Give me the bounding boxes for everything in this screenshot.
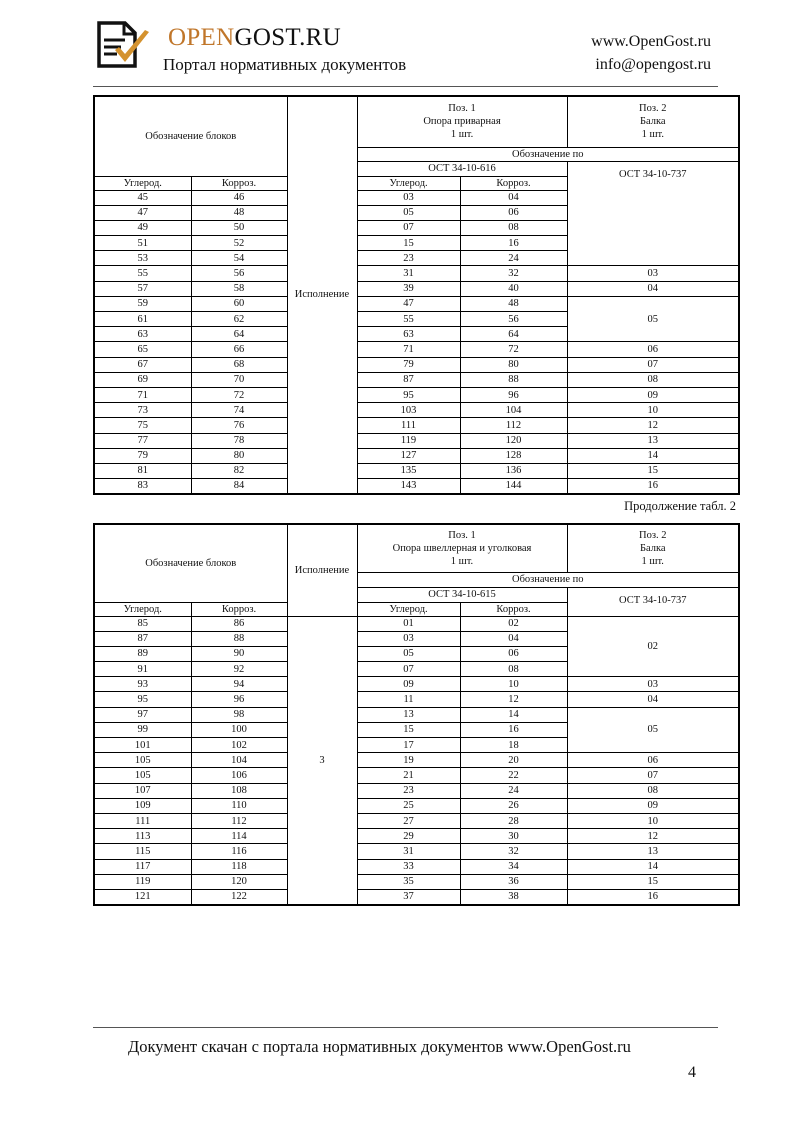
- block-carbon: 77: [94, 433, 191, 448]
- block-carbon: 83: [94, 479, 191, 494]
- block-corrosion: 62: [191, 312, 287, 327]
- pos2-value: 04: [567, 281, 739, 296]
- pos1-corrosion: 30: [460, 829, 567, 844]
- pos1-corrosion: 136: [460, 463, 567, 478]
- pos2-value: 05: [567, 296, 739, 342]
- block-carbon: 75: [94, 418, 191, 433]
- pos1-corrosion: 24: [460, 783, 567, 798]
- pos2-value: 13: [567, 433, 739, 448]
- header-execution: Исполнение: [287, 524, 357, 616]
- pos1-carbon: 87: [357, 372, 460, 387]
- block-carbon: 65: [94, 342, 191, 357]
- block-carbon: 45: [94, 190, 191, 205]
- pos1-carbon: 33: [357, 859, 460, 874]
- pos1-corrosion: 88: [460, 372, 567, 387]
- pos1-carbon: 07: [357, 662, 460, 677]
- block-carbon: 57: [94, 281, 191, 296]
- pos1-carbon: 103: [357, 403, 460, 418]
- pos1-corrosion: 16: [460, 236, 567, 251]
- table-row: [94, 768, 739, 783]
- pos1-carbon: 01: [357, 616, 460, 631]
- block-carbon: 81: [94, 463, 191, 478]
- table-row: [94, 357, 739, 372]
- pos1-carbon: 119: [357, 433, 460, 448]
- pos2-value: 16: [567, 479, 739, 494]
- pos2-value: 13: [567, 844, 739, 859]
- pos1-carbon: 05: [357, 646, 460, 661]
- pos1-carbon: 27: [357, 813, 460, 828]
- pos1-corrosion: 20: [460, 753, 567, 768]
- table-row: [94, 753, 739, 768]
- pos2-value: 15: [567, 874, 739, 889]
- footer-text: Документ скачан с портала нормативных документов www.OpenGost.ru: [128, 1037, 631, 1056]
- pos1-corrosion: 80: [460, 357, 567, 372]
- block-carbon: 121: [94, 889, 191, 904]
- pos1-carbon: 127: [357, 448, 460, 463]
- block-corrosion: 106: [191, 768, 287, 783]
- header-divider: [93, 86, 718, 87]
- table-row: [94, 829, 739, 844]
- block-carbon: 89: [94, 646, 191, 661]
- pos1-corrosion: 22: [460, 768, 567, 783]
- block-carbon: 115: [94, 844, 191, 859]
- block-corrosion: 102: [191, 738, 287, 753]
- block-carbon: 67: [94, 357, 191, 372]
- pos1-corrosion: 06: [460, 646, 567, 661]
- site-link[interactable]: www.OpenGost.ru: [591, 33, 711, 50]
- pos1-corrosion: 14: [460, 707, 567, 722]
- pos1-corrosion: 26: [460, 798, 567, 813]
- block-corrosion: 118: [191, 859, 287, 874]
- pos1-carbon: 39: [357, 281, 460, 296]
- pos1-corrosion: 96: [460, 387, 567, 402]
- pos2-value: 07: [567, 357, 739, 372]
- pos2-value: 09: [567, 387, 739, 402]
- table-row: [94, 448, 739, 463]
- block-corrosion: 80: [191, 448, 287, 463]
- block-corrosion: 86: [191, 616, 287, 631]
- sub-header-carbon: Углерод.: [94, 602, 191, 616]
- table-row: [94, 707, 739, 722]
- pos1-carbon: 71: [357, 342, 460, 357]
- block-corrosion: 104: [191, 753, 287, 768]
- table-row: [94, 798, 739, 813]
- pos1-carbon: 11: [357, 692, 460, 707]
- block-corrosion: 100: [191, 722, 287, 737]
- brand-name: [168, 24, 341, 52]
- pos2-value: 03: [567, 677, 739, 692]
- pos1-carbon: 37: [357, 889, 460, 904]
- pos1-carbon: 21: [357, 768, 460, 783]
- pos1-carbon: 35: [357, 874, 460, 889]
- block-carbon: 91: [94, 662, 191, 677]
- header-pos1: Поз. 1 Опора приварная 1 шт.: [357, 96, 567, 147]
- block-carbon: 113: [94, 829, 191, 844]
- pos1-corrosion: 02: [460, 616, 567, 631]
- pos1-carbon: 03: [357, 190, 460, 205]
- table-row: [94, 889, 739, 904]
- table-row: [94, 266, 739, 281]
- block-carbon: 61: [94, 312, 191, 327]
- pos1-corrosion: 04: [460, 190, 567, 205]
- block-corrosion: 78: [191, 433, 287, 448]
- block-corrosion: 64: [191, 327, 287, 342]
- pos1-corrosion: 48: [460, 296, 567, 311]
- pos2-value: 02: [567, 616, 739, 677]
- pos1-corrosion: 104: [460, 403, 567, 418]
- block-corrosion: 120: [191, 874, 287, 889]
- pos1-carbon: 47: [357, 296, 460, 311]
- header-std1: ОСТ 34-10-616: [357, 161, 567, 176]
- block-corrosion: 66: [191, 342, 287, 357]
- pos1-carbon: 29: [357, 829, 460, 844]
- pos2-value: 12: [567, 418, 739, 433]
- table-row: [94, 372, 739, 387]
- pos1-corrosion: 04: [460, 631, 567, 646]
- block-carbon: 49: [94, 220, 191, 235]
- sub-header-carbon: Углерод.: [357, 176, 460, 190]
- table-row: [94, 96, 739, 147]
- pos1-carbon: 31: [357, 844, 460, 859]
- header-std2: ОСТ 34-10-737: [567, 161, 739, 266]
- table-row: [94, 677, 739, 692]
- block-carbon: 71: [94, 387, 191, 402]
- sub-header-corrosion: Корроз.: [191, 602, 287, 616]
- pos1-corrosion: 36: [460, 874, 567, 889]
- block-corrosion: 76: [191, 418, 287, 433]
- pos2-value: 12: [567, 829, 739, 844]
- pos1-corrosion: 12: [460, 692, 567, 707]
- block-carbon: 85: [94, 616, 191, 631]
- pos2-value: 15: [567, 463, 739, 478]
- blocks-table-1: [93, 95, 740, 495]
- block-corrosion: 82: [191, 463, 287, 478]
- tagline: Портал нормативных документов: [163, 55, 407, 74]
- pos1-carbon: 25: [357, 798, 460, 813]
- header-pos2: Поз. 2 Балка 1 шт.: [567, 96, 739, 147]
- pos1-corrosion: 16: [460, 722, 567, 737]
- pos1-corrosion: 28: [460, 813, 567, 828]
- table-row: [94, 418, 739, 433]
- block-corrosion: 90: [191, 646, 287, 661]
- table-row: [94, 783, 739, 798]
- pos2-value: 14: [567, 448, 739, 463]
- sub-header-carbon: Углерод.: [94, 176, 191, 190]
- block-carbon: 107: [94, 783, 191, 798]
- pos1-corrosion: 32: [460, 844, 567, 859]
- continuation-label: Продолжение табл. 2: [624, 499, 736, 513]
- block-carbon: 111: [94, 813, 191, 828]
- pos2-value: 06: [567, 753, 739, 768]
- pos1-carbon: 23: [357, 783, 460, 798]
- block-corrosion: 84: [191, 479, 287, 494]
- pos2-value: 04: [567, 692, 739, 707]
- pos1-corrosion: 10: [460, 677, 567, 692]
- table-row: [94, 342, 739, 357]
- block-corrosion: 48: [191, 205, 287, 220]
- block-corrosion: 56: [191, 266, 287, 281]
- brand-rest: GOST.RU: [234, 24, 341, 51]
- pos1-corrosion: 18: [460, 738, 567, 753]
- pos1-corrosion: 32: [460, 266, 567, 281]
- table-row: [94, 479, 739, 494]
- sub-header-corrosion: Корроз.: [460, 602, 567, 616]
- pos1-carbon: 17: [357, 738, 460, 753]
- block-corrosion: 116: [191, 844, 287, 859]
- pos2-value: 10: [567, 403, 739, 418]
- header-designation: Обозначение по: [357, 147, 739, 161]
- table-row: [94, 859, 739, 874]
- block-corrosion: 88: [191, 631, 287, 646]
- header-pos2: Поз. 2 Балка 1 шт.: [567, 524, 739, 572]
- block-carbon: 79: [94, 448, 191, 463]
- block-corrosion: 70: [191, 372, 287, 387]
- block-corrosion: 94: [191, 677, 287, 692]
- pos1-corrosion: 08: [460, 220, 567, 235]
- block-carbon: 55: [94, 266, 191, 281]
- pos1-corrosion: 72: [460, 342, 567, 357]
- pos1-corrosion: 112: [460, 418, 567, 433]
- block-corrosion: 52: [191, 236, 287, 251]
- block-carbon: 97: [94, 707, 191, 722]
- table-row: [94, 433, 739, 448]
- pos1-carbon: 13: [357, 707, 460, 722]
- block-corrosion: 54: [191, 251, 287, 266]
- block-carbon: 63: [94, 327, 191, 342]
- block-carbon: 93: [94, 677, 191, 692]
- block-carbon: 101: [94, 738, 191, 753]
- pos1-carbon: 23: [357, 251, 460, 266]
- pos1-corrosion: 06: [460, 205, 567, 220]
- header-designation: Обозначение по: [357, 572, 739, 587]
- pos1-corrosion: 34: [460, 859, 567, 874]
- pos1-carbon: 15: [357, 722, 460, 737]
- blocks-table-2: [93, 523, 740, 906]
- execution-value: 3: [287, 616, 357, 905]
- pos1-carbon: 15: [357, 236, 460, 251]
- footer-divider: [93, 1027, 718, 1028]
- pos2-value: 07: [567, 768, 739, 783]
- block-carbon: 47: [94, 205, 191, 220]
- block-carbon: 119: [94, 874, 191, 889]
- block-corrosion: 50: [191, 220, 287, 235]
- pos1-carbon: 19: [357, 753, 460, 768]
- sub-header-corrosion: Корроз.: [191, 176, 287, 190]
- pos2-value: 10: [567, 813, 739, 828]
- block-carbon: 73: [94, 403, 191, 418]
- pos1-carbon: 09: [357, 677, 460, 692]
- header-pos1: Поз. 1 Опора швеллерная и уголковая 1 шт.: [357, 524, 567, 572]
- block-corrosion: 114: [191, 829, 287, 844]
- pos1-carbon: 63: [357, 327, 460, 342]
- block-carbon: 51: [94, 236, 191, 251]
- table-row: [94, 387, 739, 402]
- block-carbon: 69: [94, 372, 191, 387]
- pos1-carbon: 55: [357, 312, 460, 327]
- pos1-corrosion: 144: [460, 479, 567, 494]
- pos1-corrosion: 24: [460, 251, 567, 266]
- header-std1: ОСТ 34-10-615: [357, 587, 567, 602]
- block-corrosion: 60: [191, 296, 287, 311]
- pos1-carbon: 79: [357, 357, 460, 372]
- header-blocks: Обозначение блоков: [94, 524, 287, 602]
- pos1-carbon: 111: [357, 418, 460, 433]
- block-carbon: 87: [94, 631, 191, 646]
- pos1-corrosion: 64: [460, 327, 567, 342]
- pos1-corrosion: 56: [460, 312, 567, 327]
- block-corrosion: 122: [191, 889, 287, 904]
- pos2-value: 05: [567, 707, 739, 753]
- block-corrosion: 112: [191, 813, 287, 828]
- table-row: [94, 403, 739, 418]
- pos1-carbon: 31: [357, 266, 460, 281]
- pos2-value: 14: [567, 859, 739, 874]
- table-row: [94, 463, 739, 478]
- document-check-logo-icon: [95, 20, 151, 70]
- block-carbon: 105: [94, 768, 191, 783]
- block-corrosion: 68: [191, 357, 287, 372]
- pos1-corrosion: 128: [460, 448, 567, 463]
- pos1-carbon: 05: [357, 205, 460, 220]
- table-row: [94, 524, 739, 572]
- pos1-corrosion: 120: [460, 433, 567, 448]
- table-row: [94, 281, 739, 296]
- sub-header-corrosion: Корроз.: [460, 176, 567, 190]
- block-corrosion: 92: [191, 662, 287, 677]
- pos2-value: 06: [567, 342, 739, 357]
- table-row: [94, 844, 739, 859]
- block-corrosion: 58: [191, 281, 287, 296]
- sub-header-carbon: Углерод.: [357, 602, 460, 616]
- block-carbon: 99: [94, 722, 191, 737]
- pos1-corrosion: 38: [460, 889, 567, 904]
- pos1-carbon: 95: [357, 387, 460, 402]
- block-carbon: 109: [94, 798, 191, 813]
- block-corrosion: 46: [191, 190, 287, 205]
- header-std2: ОСТ 34-10-737: [567, 587, 739, 616]
- pos1-corrosion: 08: [460, 662, 567, 677]
- pos1-carbon: 135: [357, 463, 460, 478]
- page-number: 4: [688, 1064, 696, 1081]
- pos1-carbon: 143: [357, 479, 460, 494]
- table-row: [94, 692, 739, 707]
- block-carbon: 59: [94, 296, 191, 311]
- table-row: [94, 813, 739, 828]
- pos2-value: 08: [567, 372, 739, 387]
- header-execution: Исполнение: [287, 96, 357, 494]
- pos2-value: 08: [567, 783, 739, 798]
- header-blocks: Обозначение блоков: [94, 96, 287, 176]
- table-row: [94, 874, 739, 889]
- block-carbon: 105: [94, 753, 191, 768]
- table-row: [94, 616, 739, 631]
- pos1-corrosion: 40: [460, 281, 567, 296]
- block-carbon: 95: [94, 692, 191, 707]
- block-carbon: 53: [94, 251, 191, 266]
- block-corrosion: 72: [191, 387, 287, 402]
- block-corrosion: 110: [191, 798, 287, 813]
- pos2-value: 09: [567, 798, 739, 813]
- brand-accent: OPEN: [168, 24, 235, 51]
- email-link[interactable]: info@opengost.ru: [595, 56, 711, 73]
- pos2-value: 16: [567, 889, 739, 904]
- block-corrosion: 74: [191, 403, 287, 418]
- block-corrosion: 96: [191, 692, 287, 707]
- block-corrosion: 98: [191, 707, 287, 722]
- pos1-carbon: 03: [357, 631, 460, 646]
- table-row: [94, 296, 739, 311]
- pos2-value: 03: [567, 266, 739, 281]
- pos1-carbon: 07: [357, 220, 460, 235]
- block-corrosion: 108: [191, 783, 287, 798]
- block-carbon: 117: [94, 859, 191, 874]
